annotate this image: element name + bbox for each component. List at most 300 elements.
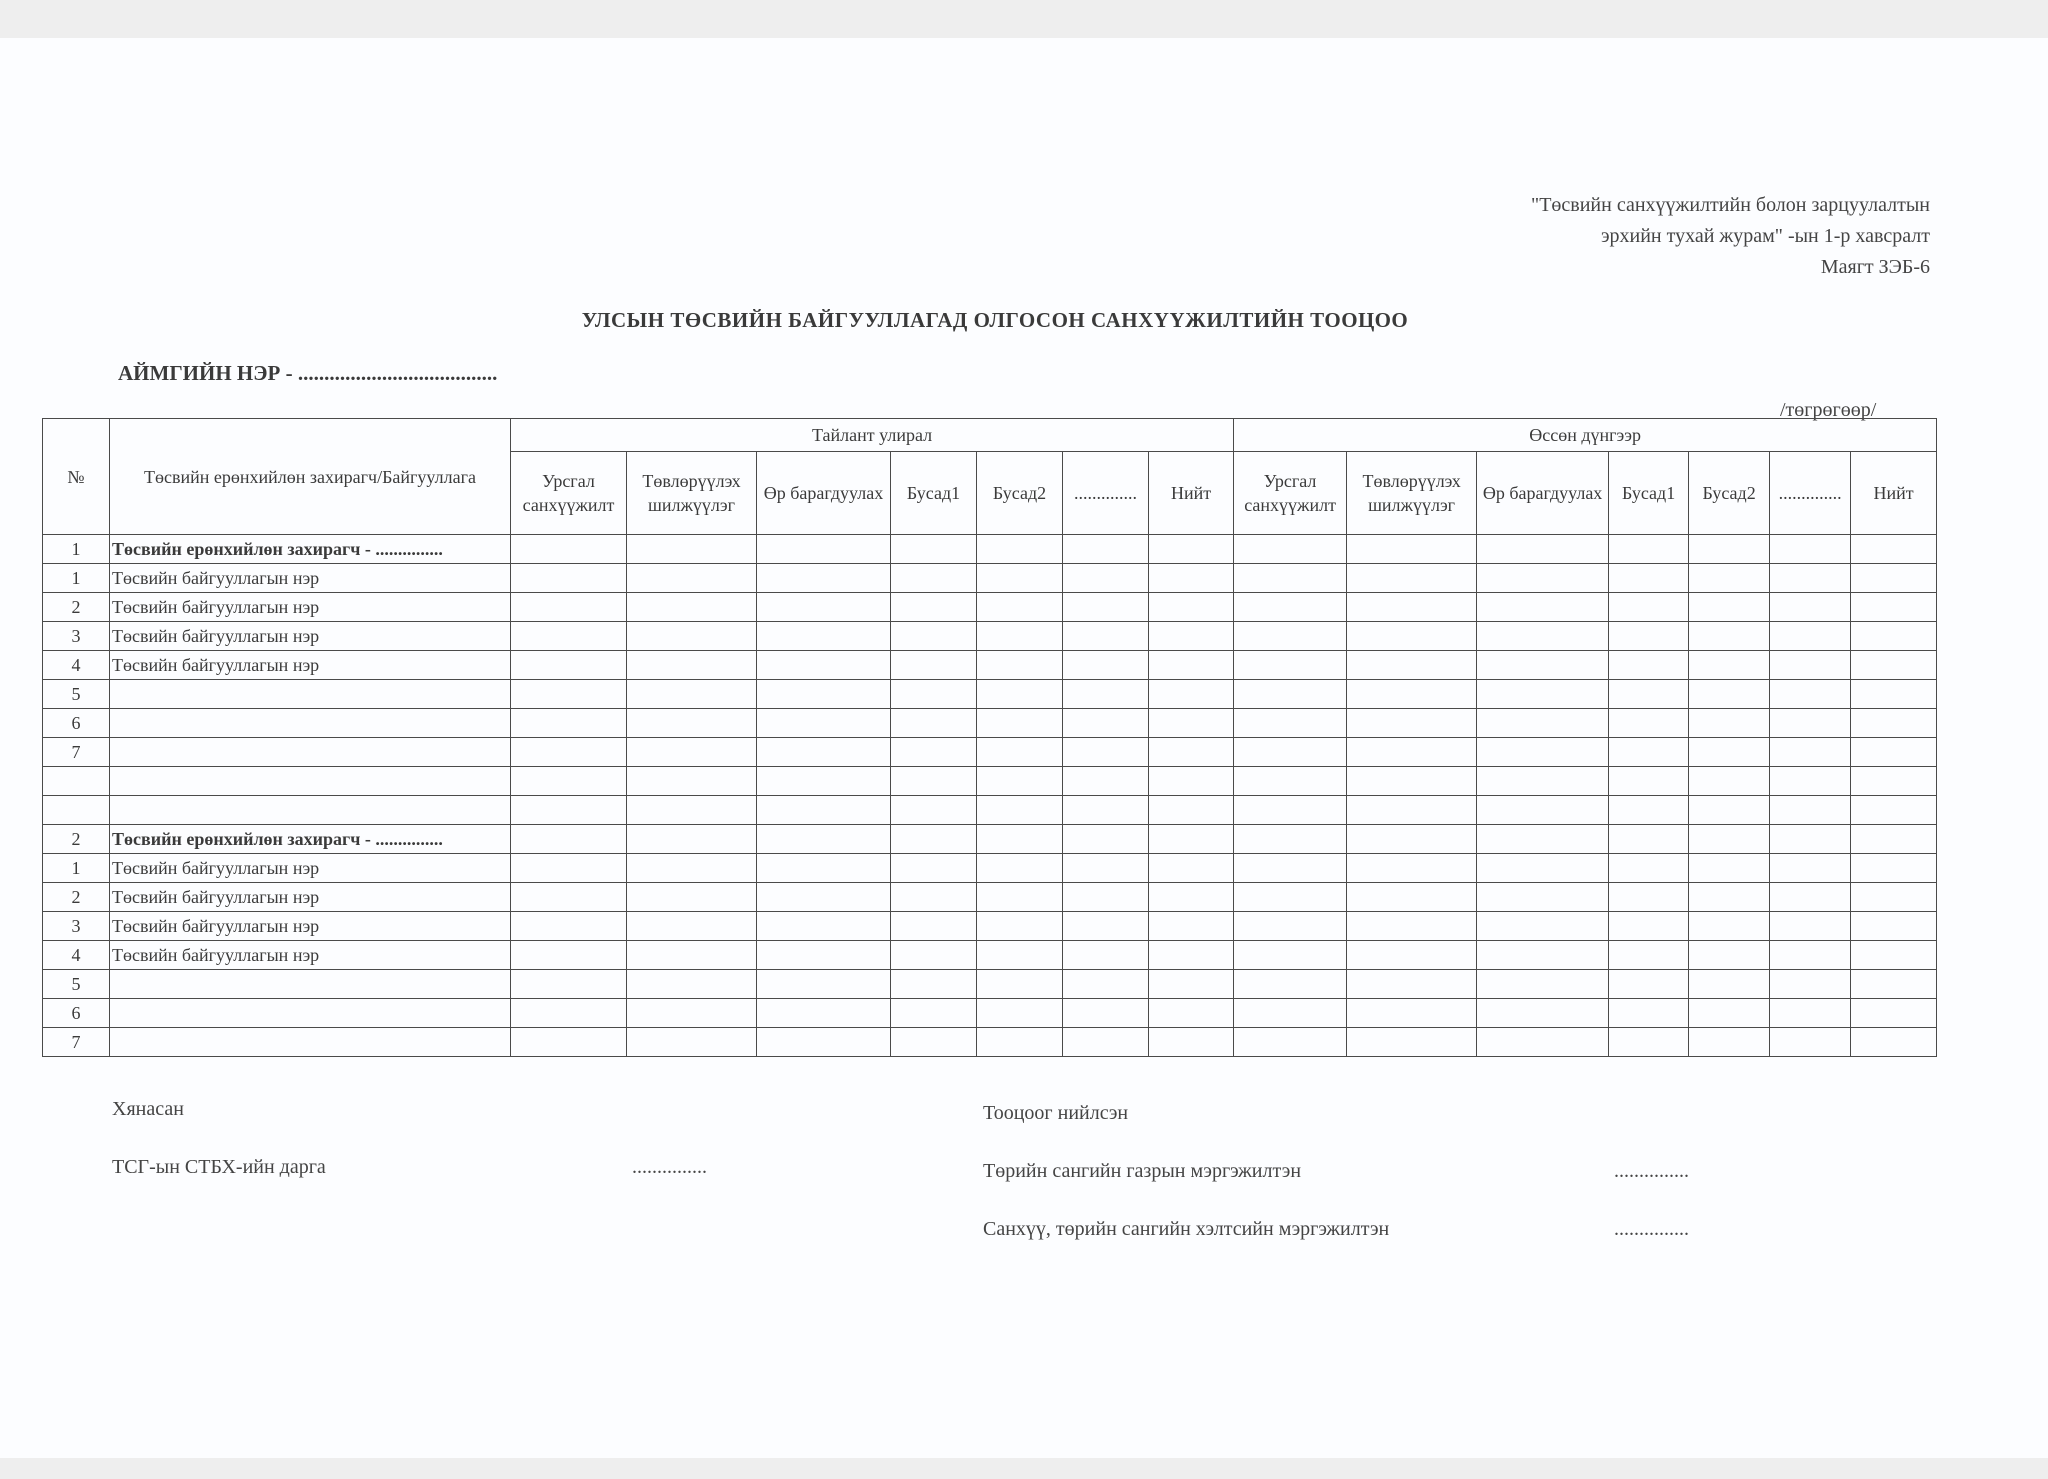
- row-number: [43, 796, 110, 825]
- organization-name: [110, 709, 511, 738]
- amount-cell: [1149, 709, 1234, 738]
- row-number: 4: [43, 941, 110, 970]
- amount-cell: [1851, 680, 1937, 709]
- amount-cell: [757, 651, 891, 680]
- amount-cell: [1347, 825, 1477, 854]
- amount-cell: [1851, 999, 1937, 1028]
- amount-cell: [1149, 999, 1234, 1028]
- amount-cell: [1851, 796, 1937, 825]
- amount-cell: [1347, 622, 1477, 651]
- amount-cell: [627, 941, 757, 970]
- amount-cell: [511, 564, 627, 593]
- amount-cell: [757, 970, 891, 999]
- amount-cell: [1234, 564, 1347, 593]
- amount-cell: [1689, 651, 1770, 680]
- column-header-debt-settlement: Өр барагдуулах: [757, 452, 891, 535]
- amount-cell: [977, 854, 1063, 883]
- amount-cell: [511, 709, 627, 738]
- amount-cell: [511, 622, 627, 651]
- amount-cell: [1347, 767, 1477, 796]
- amount-cell: [1063, 622, 1149, 651]
- amount-cell: [511, 970, 627, 999]
- table-row: [43, 738, 1937, 767]
- amount-cell: [1063, 767, 1149, 796]
- group-row: [43, 825, 1937, 854]
- budget-governor-label: Төсвийн ерөнхийлөн захирагч - ...............: [110, 825, 511, 854]
- amount-cell: [1063, 883, 1149, 912]
- amount-cell: [757, 564, 891, 593]
- amount-cell: [1149, 564, 1234, 593]
- organization-name: Төсвийн байгууллагын нэр: [110, 651, 511, 680]
- table-row: [43, 593, 1937, 622]
- amount-cell: [1851, 564, 1937, 593]
- amount-cell: [891, 535, 977, 564]
- organization-name: Төсвийн байгууллагын нэр: [110, 912, 511, 941]
- checked-label: Хянасан: [112, 1098, 184, 1120]
- amount-cell: [1770, 825, 1851, 854]
- group-row: [43, 535, 1937, 564]
- appendix-line-1: "Төсвийн санхүүжилтийн болон зарцуулалтын: [1531, 194, 1930, 216]
- amount-cell: [1851, 622, 1937, 651]
- amount-cell: [891, 854, 977, 883]
- organization-name: Төсвийн байгууллагын нэр: [110, 941, 511, 970]
- organization-name: Төсвийн байгууллагын нэр: [110, 564, 511, 593]
- amount-cell: [1770, 535, 1851, 564]
- amount-cell: [1063, 796, 1149, 825]
- amount-cell: [891, 622, 977, 651]
- row-number: 2: [43, 883, 110, 912]
- amount-cell: [1234, 999, 1347, 1028]
- amount-cell: [1609, 1028, 1689, 1057]
- column-header-total: Нийт: [1149, 452, 1234, 535]
- row-number: 3: [43, 622, 110, 651]
- amount-cell: [977, 883, 1063, 912]
- amount-cell: [757, 999, 891, 1028]
- amount-cell: [757, 622, 891, 651]
- amount-cell: [1063, 651, 1149, 680]
- table-row: [43, 1028, 1937, 1057]
- table-row: [43, 970, 1937, 999]
- amount-cell: [977, 680, 1063, 709]
- amount-cell: [977, 738, 1063, 767]
- amount-cell: [627, 767, 757, 796]
- amount-cell: [891, 970, 977, 999]
- amount-cell: [1347, 796, 1477, 825]
- amount-cell: [1851, 535, 1937, 564]
- table-row: [43, 622, 1937, 651]
- amount-cell: [627, 564, 757, 593]
- amount-cell: [1234, 883, 1347, 912]
- amount-cell: [757, 709, 891, 738]
- amount-cell: [1851, 593, 1937, 622]
- header-row-groups: [43, 419, 1937, 452]
- amount-cell: [977, 622, 1063, 651]
- row-number: 1: [43, 854, 110, 883]
- amount-cell: [1477, 999, 1609, 1028]
- amount-cell: [977, 709, 1063, 738]
- row-number: 3: [43, 912, 110, 941]
- amount-cell: [1149, 535, 1234, 564]
- amount-cell: [1477, 651, 1609, 680]
- amount-cell: [891, 796, 977, 825]
- amount-cell: [1234, 1028, 1347, 1057]
- amount-cell: [1149, 796, 1234, 825]
- amount-cell: [1851, 941, 1937, 970]
- amount-cell: [1851, 709, 1937, 738]
- amount-cell: [627, 593, 757, 622]
- amount-cell: [891, 680, 977, 709]
- amount-cell: [1689, 738, 1770, 767]
- amount-cell: [1347, 1028, 1477, 1057]
- checked-signature-line: ...............: [632, 1156, 707, 1178]
- amount-cell: [1063, 564, 1149, 593]
- amount-cell: [1234, 738, 1347, 767]
- amount-cell: [1477, 535, 1609, 564]
- column-header-organization: Төсвийн ерөнхийлөн захирагч/Байгууллага: [110, 419, 511, 535]
- province-name-label: АЙМГИЙН НЭР - ......................................: [118, 361, 498, 385]
- document-title: УЛСЫН ТӨСВИЙН БАЙГУУЛЛАГАД ОЛГОСОН САНХҮҮЖИЛТИЙН ТООЦОО: [581, 308, 1409, 332]
- amount-cell: [757, 796, 891, 825]
- amount-cell: [1063, 1028, 1149, 1057]
- amount-cell: [627, 854, 757, 883]
- amount-cell: [1477, 883, 1609, 912]
- amount-cell: [1477, 1028, 1609, 1057]
- amount-cell: [1609, 767, 1689, 796]
- amount-cell: [1609, 651, 1689, 680]
- amount-cell: [1347, 854, 1477, 883]
- amount-cell: [1063, 854, 1149, 883]
- amount-cell: [1234, 535, 1347, 564]
- amount-cell: [1149, 622, 1234, 651]
- amount-cell: [1234, 825, 1347, 854]
- amount-cell: [891, 709, 977, 738]
- amount-cell: [1234, 941, 1347, 970]
- amount-cell: [891, 593, 977, 622]
- amount-cell: [1347, 651, 1477, 680]
- amount-cell: [1347, 738, 1477, 767]
- amount-cell: [1149, 738, 1234, 767]
- amount-cell: [757, 593, 891, 622]
- amount-cell: [1149, 825, 1234, 854]
- column-header-other2: Бусад2: [977, 452, 1063, 535]
- amount-cell: [1234, 593, 1347, 622]
- organization-name: [110, 1028, 511, 1057]
- amount-cell: [1770, 796, 1851, 825]
- organization-name: [110, 680, 511, 709]
- column-header-other1-cumulative: Бусад1: [1609, 452, 1689, 535]
- amount-cell: [1477, 622, 1609, 651]
- amount-cell: [1609, 912, 1689, 941]
- reconciled-treasury-signature-line: ...............: [1614, 1160, 1689, 1182]
- amount-cell: [1063, 680, 1149, 709]
- row-number: 1: [43, 535, 110, 564]
- table-row: [43, 999, 1937, 1028]
- amount-cell: [977, 825, 1063, 854]
- amount-cell: [1851, 912, 1937, 941]
- amount-cell: [1770, 593, 1851, 622]
- currency-unit-label: /төгрөгөөр/: [1780, 399, 1877, 421]
- amount-cell: [511, 738, 627, 767]
- amount-cell: [1609, 970, 1689, 999]
- amount-cell: [1063, 941, 1149, 970]
- amount-cell: [511, 651, 627, 680]
- amount-cell: [511, 593, 627, 622]
- amount-cell: [1609, 593, 1689, 622]
- column-header-total-cumulative: Нийт: [1851, 452, 1937, 535]
- reconciled-by-finance-label: Санхүү, төрийн сангийн хэлтсийн мэргэжилтэн: [983, 1218, 1390, 1240]
- amount-cell: [1234, 680, 1347, 709]
- amount-cell: [627, 825, 757, 854]
- row-number: [43, 767, 110, 796]
- amount-cell: [1234, 912, 1347, 941]
- amount-cell: [1063, 970, 1149, 999]
- amount-cell: [1347, 680, 1477, 709]
- amount-cell: [757, 680, 891, 709]
- document-page: [0, 38, 2048, 1458]
- amount-cell: [1609, 564, 1689, 593]
- amount-cell: [1149, 593, 1234, 622]
- organization-name: [110, 767, 511, 796]
- amount-cell: [1063, 999, 1149, 1028]
- amount-cell: [1689, 1028, 1770, 1057]
- organization-name: Төсвийн байгууллагын нэр: [110, 854, 511, 883]
- amount-cell: [1689, 709, 1770, 738]
- amount-cell: [1347, 941, 1477, 970]
- amount-cell: [1689, 564, 1770, 593]
- row-number: 7: [43, 738, 110, 767]
- amount-cell: [1851, 738, 1937, 767]
- amount-cell: [977, 796, 1063, 825]
- amount-cell: [757, 1028, 891, 1057]
- row-number: 5: [43, 680, 110, 709]
- amount-cell: [891, 767, 977, 796]
- amount-cell: [1149, 970, 1234, 999]
- amount-cell: [1609, 825, 1689, 854]
- amount-cell: [1609, 941, 1689, 970]
- amount-cell: [1770, 738, 1851, 767]
- amount-cell: [1234, 709, 1347, 738]
- reconciled-by-treasury-label: Төрийн сангийн газрын мэргэжилтэн: [983, 1160, 1302, 1182]
- form-code: Маягт ЗЭБ-6: [1820, 256, 1930, 278]
- amount-cell: [1689, 796, 1770, 825]
- amount-cell: [757, 854, 891, 883]
- amount-cell: [891, 825, 977, 854]
- amount-cell: [511, 883, 627, 912]
- amount-cell: [757, 825, 891, 854]
- row-number: 7: [43, 1028, 110, 1057]
- amount-cell: [1477, 854, 1609, 883]
- amount-cell: [1149, 912, 1234, 941]
- amount-cell: [1851, 883, 1937, 912]
- amount-cell: [1149, 651, 1234, 680]
- amount-cell: [1234, 854, 1347, 883]
- row-number: 5: [43, 970, 110, 999]
- column-header-current-financing-cumulative: Урсгал санхүүжилт: [1234, 452, 1347, 535]
- amount-cell: [977, 651, 1063, 680]
- amount-cell: [1689, 593, 1770, 622]
- amount-cell: [1851, 970, 1937, 999]
- amount-cell: [1689, 912, 1770, 941]
- organization-name: Төсвийн байгууллагын нэр: [110, 622, 511, 651]
- amount-cell: [627, 999, 757, 1028]
- amount-cell: [511, 1028, 627, 1057]
- amount-cell: [627, 1028, 757, 1057]
- amount-cell: [757, 535, 891, 564]
- column-header-current-financing: Урсгал санхүүжилт: [511, 452, 627, 535]
- column-header-transfer-cumulative: Төвлөрүүлэх шилжүүлэг: [1347, 452, 1477, 535]
- amount-cell: [1770, 854, 1851, 883]
- amount-cell: [1149, 854, 1234, 883]
- amount-cell: [1477, 825, 1609, 854]
- amount-cell: [1851, 825, 1937, 854]
- amount-cell: [1609, 709, 1689, 738]
- amount-cell: [977, 1028, 1063, 1057]
- table-row: [43, 564, 1937, 593]
- row-number: 2: [43, 825, 110, 854]
- amount-cell: [757, 767, 891, 796]
- amount-cell: [1477, 941, 1609, 970]
- amount-cell: [1477, 709, 1609, 738]
- amount-cell: [627, 709, 757, 738]
- amount-cell: [1347, 564, 1477, 593]
- amount-cell: [1851, 1028, 1937, 1057]
- amount-cell: [1689, 767, 1770, 796]
- amount-cell: [1609, 622, 1689, 651]
- amount-cell: [1770, 941, 1851, 970]
- amount-cell: [1347, 709, 1477, 738]
- amount-cell: [1063, 738, 1149, 767]
- amount-cell: [511, 854, 627, 883]
- amount-cell: [1149, 680, 1234, 709]
- amount-cell: [1770, 767, 1851, 796]
- amount-cell: [1063, 593, 1149, 622]
- amount-cell: [1234, 796, 1347, 825]
- amount-cell: [511, 680, 627, 709]
- column-header-other2-cumulative: Бусад2: [1689, 452, 1770, 535]
- amount-cell: [1477, 970, 1609, 999]
- amount-cell: [1770, 680, 1851, 709]
- amount-cell: [1609, 999, 1689, 1028]
- amount-cell: [1063, 535, 1149, 564]
- column-header-other1: Бусад1: [891, 452, 977, 535]
- amount-cell: [1770, 912, 1851, 941]
- appendix-line-2: эрхийн тухай журам" -ын 1-р хавсралт: [1600, 225, 1930, 247]
- amount-cell: [1609, 796, 1689, 825]
- checked-by-label: ТСГ-ын СТБХ-ийн дарга: [112, 1156, 326, 1178]
- organization-name: [110, 999, 511, 1028]
- column-header-dots: ..............: [1063, 452, 1149, 535]
- amount-cell: [511, 941, 627, 970]
- amount-cell: [1347, 999, 1477, 1028]
- amount-cell: [1689, 854, 1770, 883]
- amount-cell: [1609, 680, 1689, 709]
- amount-cell: [1851, 651, 1937, 680]
- amount-cell: [511, 796, 627, 825]
- amount-cell: [511, 912, 627, 941]
- amount-cell: [1477, 564, 1609, 593]
- amount-cell: [1689, 970, 1770, 999]
- amount-cell: [1347, 883, 1477, 912]
- amount-cell: [1689, 825, 1770, 854]
- amount-cell: [627, 970, 757, 999]
- amount-cell: [1770, 564, 1851, 593]
- amount-cell: [757, 738, 891, 767]
- amount-cell: [757, 912, 891, 941]
- amount-cell: [1477, 593, 1609, 622]
- amount-cell: [1770, 970, 1851, 999]
- report-table-body: [43, 535, 1937, 1057]
- amount-cell: [627, 883, 757, 912]
- row-number: 6: [43, 999, 110, 1028]
- amount-cell: [627, 912, 757, 941]
- amount-cell: [1347, 593, 1477, 622]
- table-row: [43, 854, 1937, 883]
- table-row: [43, 709, 1937, 738]
- amount-cell: [1149, 941, 1234, 970]
- amount-cell: [891, 1028, 977, 1057]
- row-number: 1: [43, 564, 110, 593]
- amount-cell: [1689, 883, 1770, 912]
- amount-cell: [977, 767, 1063, 796]
- amount-cell: [757, 883, 891, 912]
- amount-cell: [1770, 709, 1851, 738]
- appendix-note: [1531, 190, 1930, 283]
- amount-cell: [1609, 883, 1689, 912]
- amount-cell: [1851, 767, 1937, 796]
- table-row: [43, 680, 1937, 709]
- amount-cell: [1609, 738, 1689, 767]
- amount-cell: [1851, 854, 1937, 883]
- organization-name: [110, 796, 511, 825]
- amount-cell: [1770, 999, 1851, 1028]
- amount-cell: [1477, 738, 1609, 767]
- reconciled-label: Тооцоог нийлсэн: [983, 1102, 1129, 1124]
- column-header-dots-cumulative: ..............: [1770, 452, 1851, 535]
- reconciled-finance-signature-line: ...............: [1614, 1218, 1689, 1240]
- amount-cell: [1063, 825, 1149, 854]
- amount-cell: [511, 825, 627, 854]
- amount-cell: [511, 767, 627, 796]
- amount-cell: [1770, 622, 1851, 651]
- financing-report-table: [42, 418, 1937, 1057]
- amount-cell: [977, 593, 1063, 622]
- amount-cell: [627, 622, 757, 651]
- amount-cell: [1477, 680, 1609, 709]
- column-header-number: №: [43, 419, 110, 535]
- budget-governor-label: Төсвийн ерөнхийлөн захирагч - ...............: [110, 535, 511, 564]
- amount-cell: [1477, 796, 1609, 825]
- row-number: 2: [43, 593, 110, 622]
- amount-cell: [1689, 941, 1770, 970]
- amount-cell: [1609, 535, 1689, 564]
- amount-cell: [891, 883, 977, 912]
- amount-cell: [1609, 854, 1689, 883]
- amount-cell: [891, 999, 977, 1028]
- table-row: [43, 651, 1937, 680]
- amount-cell: [511, 535, 627, 564]
- amount-cell: [891, 941, 977, 970]
- table-row: [43, 912, 1937, 941]
- amount-cell: [891, 738, 977, 767]
- amount-cell: [757, 941, 891, 970]
- amount-cell: [1149, 1028, 1234, 1057]
- amount-cell: [1234, 970, 1347, 999]
- amount-cell: [1689, 999, 1770, 1028]
- amount-cell: [627, 535, 757, 564]
- amount-cell: [1234, 767, 1347, 796]
- amount-cell: [1149, 883, 1234, 912]
- amount-cell: [891, 564, 977, 593]
